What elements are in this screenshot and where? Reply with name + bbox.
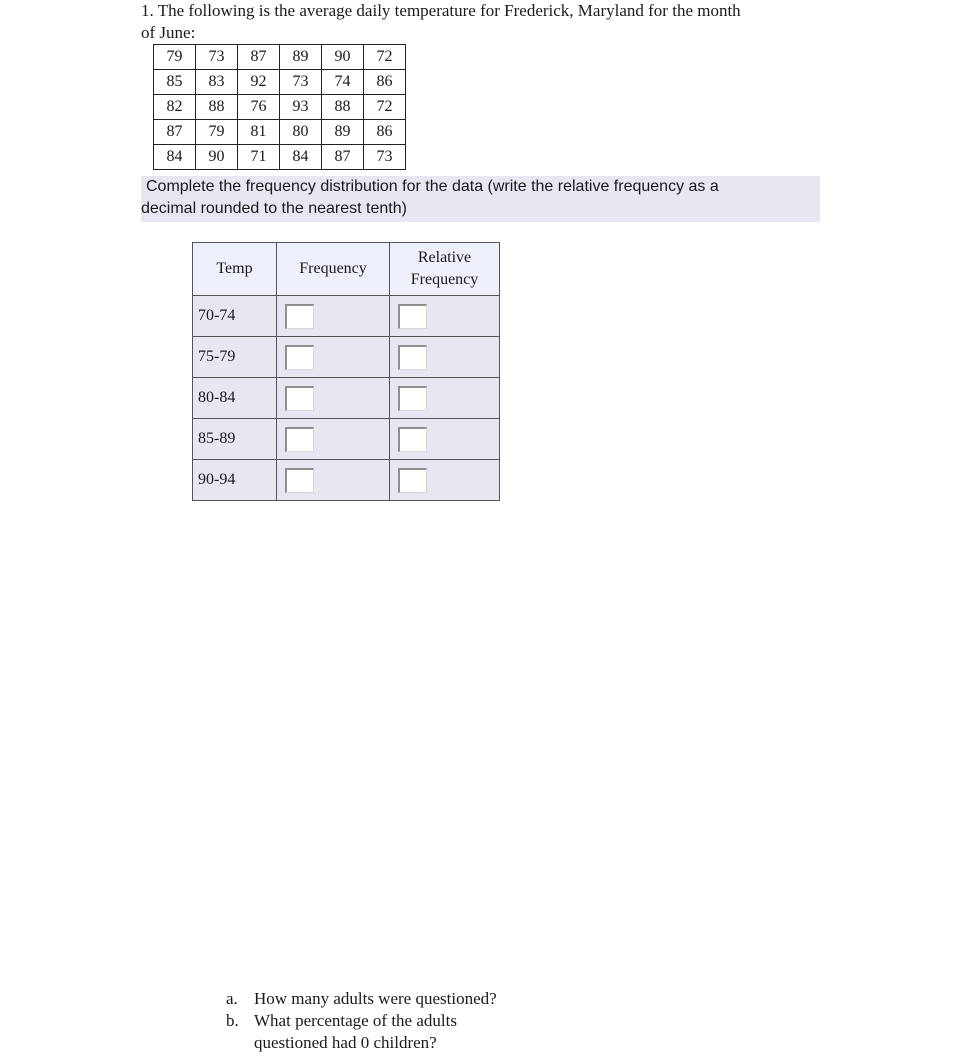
frequency-table-header-row [193, 243, 500, 296]
data-cell: 90 [322, 45, 364, 70]
data-cell: 79 [154, 45, 196, 70]
data-cell: 79 [196, 120, 238, 145]
relative-frequency-input[interactable] [398, 304, 427, 329]
frequency-cell [277, 378, 390, 419]
data-cell: 87 [322, 145, 364, 170]
data-row [154, 70, 406, 95]
data-cell: 90 [196, 145, 238, 170]
frequency-input[interactable] [285, 427, 314, 452]
frequency-input[interactable] [285, 345, 314, 370]
data-cell: 84 [154, 145, 196, 170]
temp-range-cell: 90-94 [193, 460, 277, 501]
data-cell: 83 [196, 70, 238, 95]
sub-question-b-line-1: What percentage of the adults [254, 1011, 457, 1030]
data-cell: 92 [238, 70, 280, 95]
question-text-line-2: of June: [141, 23, 196, 42]
relative-frequency-input[interactable] [398, 468, 427, 493]
data-cell: 76 [238, 95, 280, 120]
temp-range-cell: 70-74 [193, 296, 277, 337]
frequency-distribution-table [192, 242, 500, 501]
data-cell: 72 [364, 45, 406, 70]
data-row [154, 45, 406, 70]
data-cell: 89 [322, 120, 364, 145]
frequency-cell [277, 296, 390, 337]
frequency-cell [277, 460, 390, 501]
relative-frequency-input[interactable] [398, 345, 427, 370]
data-cell: 73 [280, 70, 322, 95]
data-cell: 86 [364, 120, 406, 145]
data-cell: 80 [280, 120, 322, 145]
data-row [154, 120, 406, 145]
frequency-table-row [193, 460, 500, 501]
header-temp: Temp [193, 243, 277, 296]
instruction-text-line-2: decimal rounded to the nearest tenth) [141, 200, 407, 217]
header-relative-line-1: Relative [417, 249, 472, 266]
data-cell: 72 [364, 95, 406, 120]
data-cell: 74 [322, 70, 364, 95]
temp-range-cell: 80-84 [193, 378, 277, 419]
header-relative-frequency [390, 243, 500, 296]
relative-frequency-cell [390, 337, 500, 378]
data-row [154, 95, 406, 120]
frequency-cell [277, 337, 390, 378]
data-cell: 86 [364, 70, 406, 95]
frequency-table-row [193, 378, 500, 419]
data-row [154, 145, 406, 170]
relative-frequency-input[interactable] [398, 386, 427, 411]
header-frequency: Frequency [277, 243, 390, 296]
sub-question-b-line-2: questioned had 0 children? [254, 1033, 437, 1052]
temperature-data-table [153, 44, 406, 170]
frequency-cell [277, 419, 390, 460]
frequency-table-row [193, 419, 500, 460]
data-cell: 81 [238, 120, 280, 145]
temp-range-cell: 75-79 [193, 337, 277, 378]
data-cell: 93 [280, 95, 322, 120]
sub-question-a-marker: a. [226, 989, 238, 1008]
frequency-table-row [193, 296, 500, 337]
data-cell: 87 [154, 120, 196, 145]
instruction-box [141, 176, 820, 222]
instruction-text-line-1: Complete the frequency distribution for the data (write the relative frequency as a [146, 178, 719, 195]
data-cell: 88 [322, 95, 364, 120]
data-cell: 73 [196, 45, 238, 70]
data-cell: 82 [154, 95, 196, 120]
sub-question-b-text [254, 1010, 457, 1054]
frequency-input[interactable] [285, 386, 314, 411]
data-cell: 85 [154, 70, 196, 95]
sub-question-b-marker: b. [226, 1011, 239, 1030]
temp-range-cell: 85-89 [193, 419, 277, 460]
frequency-table-row [193, 337, 500, 378]
data-cell: 71 [238, 145, 280, 170]
sub-question-a-text: How many adults were questioned? [254, 989, 497, 1008]
relative-frequency-cell [390, 296, 500, 337]
data-cell: 87 [238, 45, 280, 70]
relative-frequency-cell [390, 378, 500, 419]
data-cell: 73 [364, 145, 406, 170]
data-cell: 89 [280, 45, 322, 70]
header-relative-line-2: Frequency [410, 271, 479, 288]
frequency-input[interactable] [285, 468, 314, 493]
relative-frequency-input[interactable] [398, 427, 427, 452]
question-text-line-1: 1. The following is the average daily temperature for Frederick, Maryland for the month [141, 1, 741, 20]
relative-frequency-cell [390, 460, 500, 501]
data-cell: 88 [196, 95, 238, 120]
relative-frequency-cell [390, 419, 500, 460]
frequency-input[interactable] [285, 304, 314, 329]
data-cell: 84 [280, 145, 322, 170]
